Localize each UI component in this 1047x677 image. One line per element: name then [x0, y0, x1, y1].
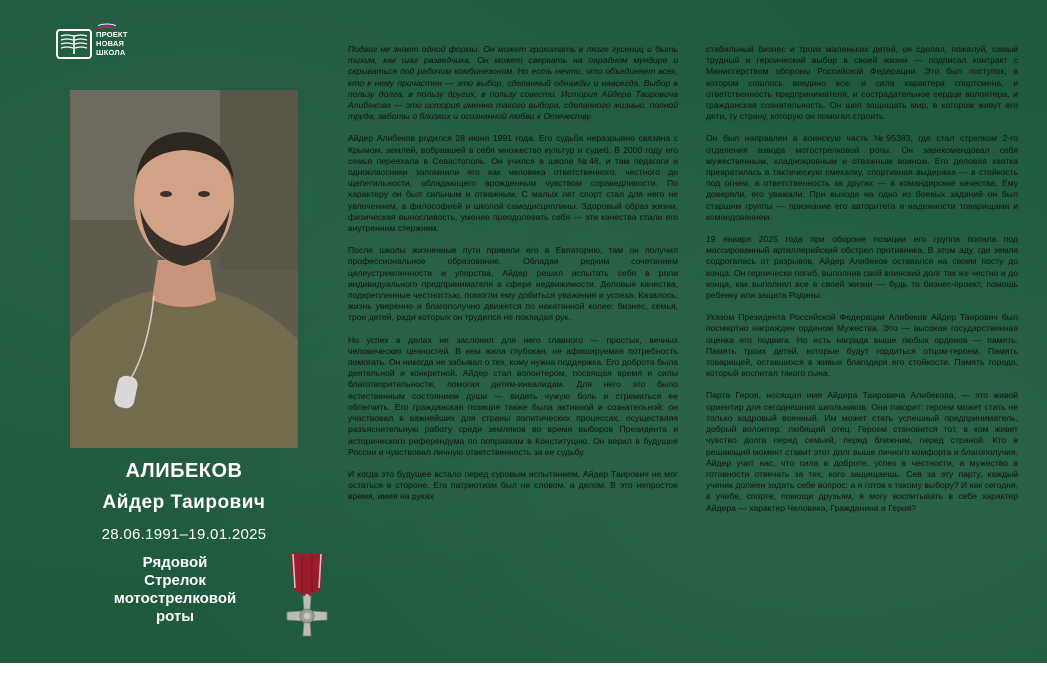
article-column-left [348, 44, 678, 514]
portrait-photo [70, 90, 298, 448]
article-column-right [706, 44, 1018, 525]
logo-text: ПРОЕКТ НОВАЯ ШКОЛА [96, 30, 128, 57]
paragraph: Айдер Алибеков родился 28 июня 1991 года. Его судьба неразрывно связана с Крымом, землей, вобравшей в себя множество культур и судеб. В 2000 году его семья переехала в Севастополь. Он учился в школе №46, и там педагоги и одноклассники запомнили его как человека ответственного, честного до щепетильности, обладающего врожденным чувством справедливости. По характеру он был сильным и отважным. С малых лет спорт стал для него не увлечением, а философией и школой самодисциплины. Здоровый образ жизни, физическая выносливость, умение преодолевать себя — эти качества стали его внутренним стержнем. [348, 133, 678, 234]
open-book-icon [56, 26, 92, 60]
intro-paragraph: Подвиг не знает одной формы. Он может грохотать в лязге гусениц и быть тихим, как шаг разведчика. Он может сверкать на парадном мундире и скрываться под рабочим комбинезоном. Но есть нечто, что объединяет всех, кто к нему причастен — это выбор, сделанный однажды и навсегда. Выбор в пользу долга, в пользу других, в пользу совести. История Айдера Таировича Алибекова — это история именно такого выбора, сделанного жизнью, полной труда, заботы о близких и осознанной любви к Отечеству. [348, 44, 678, 122]
paragraph: После школы жизненные пути привели его в Евпаторию, там он получил профессиональное образование. Обладая редким сочетанием целеустремленности и упорства, Айдер решил испытать себя в роли индивидуального предпринимателя в сфере недвижимости. Деловые качества, подкрепленные честностью, помогли ему добиться уважения и успеха. Казалось, жизнь уверенно и благополучно движется по накатанной колее: бизнес, семья, трое детей, ради которых он трудился не покладая рук. [348, 245, 678, 323]
rank-line: роты [155, 608, 195, 625]
paragraph: 19 января 2025 года при обороне позиции его группа попала под массированный артиллерийский обстрел противника. В этом аду, где земля содрогалась от разрывов, Айдер Алибеков оставался на своем посту до конца. Он героически погиб, выполнив свой воинский долг так же честно и до конца, как выполнял все в своей жизни — будь то бизнес-проект, помощь ребенку или защита Родины. [706, 234, 1018, 301]
rank-line: мотострелковой [113, 590, 237, 607]
paragraph: стабильный бизнес и троих маленьких детей, он сделал, пожалуй, самый трудный и героический выбор в своей жизни — подписал контракт с Министерством обороны Российской Федерации. Это был поступок, в котором сошлось воедино все: и сила характера спортсмена, и ответственность предпринимателя, и сострадательное сердце волонтера, и гражданская сознательность. Он шел защищать мир, в котором живут его дети, ту страну, которую он помогал строить. [706, 44, 1018, 122]
paragraph: Указом Президента Российской Федерации Алибеков Айдер Таирович был посмертно награжден орденом Мужества. Это — высокая государственная оценка его подвига. Но есть награда выше любых орденов — память. Память троих детей, которые будут гордиться отцом-героем. Память товарищей, оставшихся в живых благодаря его стойкости. Память города, который воспитал такого сына. [706, 312, 1018, 379]
rank-and-position [70, 554, 280, 626]
paragraph: Он был направлен в воинскую часть №95383, где стал стрелком 2-го отделения взвода мотострелковой роты. Он зарекомендовал себя мужественным, хладнокровным и отважным воином. Его деловая хватка превратилась в тактическую смекалку, спортивная выдержка — в стойкость под огнем, а ответственность за других — в командирские качества. Ему доверяли, его уважали. При выходе на одно из боевых заданий он был старшим группы — признание его авторитета и надежности товарищами и командованием. [706, 133, 1018, 222]
paragraph: И когда это будущее встало перед суровым испытанием, Айдер Таирович не мог остаться в стороне. Его патриотизм был не словом, а делом. В это непростое время, имея на руках [348, 468, 678, 502]
bottom-border [0, 663, 1047, 677]
paragraph: Парта Героя, носящая имя Айдера Таировича Алибекова, — это живой ориентир для сегодняшних школьников. Она говорит: героем может стать не только кадровый военный. Им может стать успешный предприниматель, добрый волонтер, любящий отец. Героем становится тот, в ком живет чувство долга перед семьей, перед ближним, перед страной. Кто в решающий момент ставит этот долг выше личного комфорта и благополучия. Айдер учит нас, что сила в доброте, успех в честности, а мужество в готовности отвечать за тех, кого защищаешь. Сев за эту парту, каждый ученик должен задать себе вопрос: а я готов к такому выбору? И как сегодня, в учебе, спорте, помощи друзьям, я могу воспитывать в себе характер Айдера — характер Человека, Гражданина и Героя? [706, 390, 1018, 513]
russian-flag-icon [98, 23, 116, 30]
life-dates: 28.06.1991–19.01.2025 [101, 526, 267, 543]
order-of-courage-icon [284, 552, 330, 640]
paragraph: Но успех в делах не заслонил для него главного — простых, вечных человеческих ценностей. В нем жила глубокая, не афишируемая потребность помогать. Он никогда не забывал о тех, кому нужна поддержка. Его доброта была деятельной и конкретной. Айдер стал волонтером, посвящая время и силы благотворительности, помогая детям-инвалидам. Для него это было естественным состоянием души — видеть чужую боль и стремиться ее облегчить. Его гражданская позиция также была активной и сознательной: он участвовал в важнейших для страны политических процессах, осуществляя разъяснительную работу среди земляков во время выборов Президента и исторического референдума по поправкам в Конституцию. Он верил в будущее России и чувствовал личную ответственность за ее судьбу. [348, 334, 678, 457]
rank-line: Рядовой [142, 554, 208, 571]
given-name: Айдер Таирович [102, 492, 266, 513]
project-logo [56, 26, 128, 60]
rank-line: Стрелок [144, 572, 206, 589]
surname: АЛИБЕКОВ [125, 460, 243, 482]
